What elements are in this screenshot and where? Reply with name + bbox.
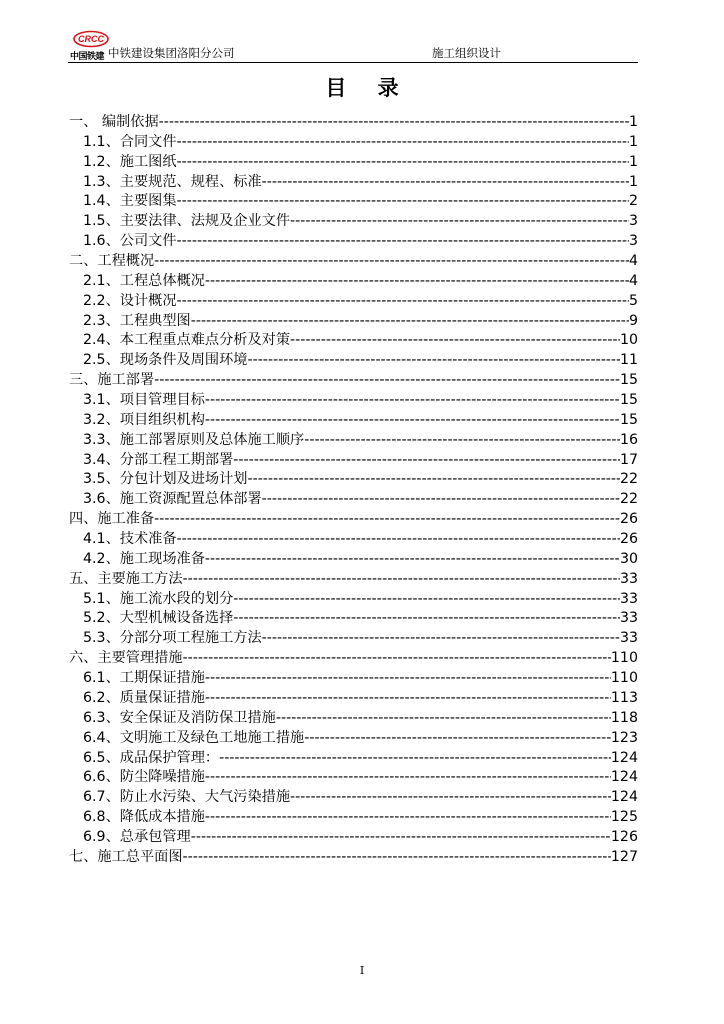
toc-leader <box>205 411 620 431</box>
toc-entry-label: 5.1、施工流水段的划分 <box>83 590 234 607</box>
toc-entry[interactable] <box>69 232 638 252</box>
toc-entry[interactable] <box>69 590 638 610</box>
toc-leader <box>233 590 620 610</box>
toc-leader <box>177 232 629 252</box>
toc-leader <box>177 192 629 212</box>
toc-entry-label: 1.4、主要图集 <box>83 193 177 210</box>
toc-leader <box>177 153 629 173</box>
toc-entry-page: 124 <box>610 769 638 786</box>
toc-entry-label: 3.6、施工资源配置总体部署 <box>83 491 262 508</box>
toc-leader <box>247 351 619 371</box>
toc-leader <box>191 828 611 848</box>
toc-leader <box>191 312 629 332</box>
toc-entry[interactable] <box>69 669 638 689</box>
toc-entry-page: 110 <box>610 650 638 667</box>
toc-entry-page: 3 <box>628 233 638 250</box>
toc-entry[interactable] <box>69 530 638 550</box>
toc-entry-label: 1.1、合同文件 <box>83 133 177 150</box>
toc-entry[interactable] <box>69 351 638 371</box>
toc-entry[interactable] <box>69 749 638 769</box>
toc-entry-page: 1 <box>628 153 638 170</box>
toc-leader <box>183 848 611 868</box>
toc-entry-page: 16 <box>619 431 638 448</box>
toc-entry[interactable] <box>69 252 638 272</box>
page-number: I <box>359 964 365 977</box>
toc-entry-page: 126 <box>610 828 638 845</box>
toc-entry-label: 6.3、安全保证及消防保卫措施 <box>83 709 276 726</box>
toc-entry[interactable] <box>69 609 638 629</box>
toc-entry[interactable] <box>69 788 638 808</box>
toc-entry[interactable] <box>69 192 638 212</box>
toc-entry-page: 118 <box>610 709 638 726</box>
page-header <box>68 28 638 63</box>
toc-entry[interactable] <box>69 510 638 530</box>
toc-entry-page: 9 <box>628 312 638 329</box>
toc-entry-page: 10 <box>619 332 638 349</box>
toc-leader <box>177 133 629 153</box>
toc-leader <box>304 729 611 749</box>
toc-entry-page: 22 <box>619 491 638 508</box>
toc-entry-page: 33 <box>619 610 638 627</box>
toc-entry[interactable] <box>69 331 638 351</box>
toc-entry-label: 3.1、项目管理目标 <box>83 392 205 409</box>
toc-entry[interactable] <box>69 411 638 431</box>
toc-leader <box>262 490 620 510</box>
toc-leader <box>205 689 611 709</box>
toc-entry-label: 6.4、文明施工及绿色工地施工措施 <box>83 729 305 746</box>
toc-leader <box>154 510 620 530</box>
company-name: 中铁建设集团洛阳分公司 <box>108 46 235 60</box>
toc-entry-page: 123 <box>610 729 638 746</box>
toc-leader <box>205 768 611 788</box>
toc-title: 目 录 <box>325 76 411 100</box>
toc-entry-page: 15 <box>619 372 638 389</box>
toc-entry-label: 3.3、施工部署原则及总体施工顺序 <box>83 431 305 448</box>
toc-entry[interactable] <box>69 133 638 153</box>
toc-entry-page: 26 <box>619 511 638 528</box>
toc-entry-label: 2.2、设计概况 <box>83 292 177 309</box>
toc-entry-label: 2.3、工程典型图 <box>83 312 191 329</box>
toc-entry[interactable] <box>69 729 638 749</box>
toc-entry-page: 11 <box>619 352 638 369</box>
toc-entry[interactable] <box>69 808 638 828</box>
toc-entry-label: 2.1、工程总体概况 <box>83 272 205 289</box>
toc-entry-label: 6.7、防止水污染、大气污染措施 <box>83 789 291 806</box>
toc-leader <box>219 749 611 769</box>
crcc-logo <box>71 28 111 48</box>
toc-entry-page: 110 <box>610 670 638 687</box>
toc-entry-label: 1.6、公司文件 <box>83 233 177 250</box>
logo-wordmark: CRCC <box>78 34 104 44</box>
toc-entry-label: 6.6、防尘降噪措施 <box>83 769 205 786</box>
toc-entry-label: 一、 编制依据 <box>69 114 159 130</box>
toc-entry-page: 17 <box>619 451 638 468</box>
toc-entry-page: 127 <box>610 848 638 865</box>
document-title: 施工组织设计 <box>432 46 501 60</box>
table-of-contents <box>69 113 638 868</box>
toc-entry-page: 113 <box>610 689 638 706</box>
toc-leader <box>154 371 620 391</box>
toc-leader <box>290 331 620 351</box>
toc-entry-label: 5.3、分部分项工程施工方法 <box>83 630 262 647</box>
toc-entry-page: 1 <box>628 173 638 190</box>
toc-entry[interactable] <box>69 272 638 292</box>
toc-entry-page: 26 <box>619 531 638 548</box>
toc-entry-page: 1 <box>628 133 638 150</box>
toc-entry[interactable] <box>69 689 638 709</box>
toc-entry-label: 3.2、项目组织机构 <box>83 411 205 428</box>
toc-entry[interactable] <box>69 451 638 471</box>
toc-entry[interactable] <box>69 649 638 669</box>
toc-entry[interactable] <box>69 212 638 232</box>
toc-leader <box>205 272 629 292</box>
toc-leader <box>304 431 620 451</box>
toc-entry-page: 33 <box>619 630 638 647</box>
toc-entry-label: 四、施工准备 <box>69 511 155 528</box>
toc-entry-label: 七、施工总平面图 <box>69 848 183 865</box>
toc-entry-page: 15 <box>619 392 638 409</box>
toc-entry[interactable] <box>69 431 638 451</box>
toc-entry-label: 5.2、大型机械设备选择 <box>83 610 234 627</box>
toc-leader <box>183 649 611 669</box>
toc-entry-label: 2.5、现场条件及周围环境 <box>83 352 248 369</box>
toc-entry[interactable] <box>69 550 638 570</box>
toc-entry[interactable] <box>69 292 638 312</box>
toc-entry[interactable] <box>69 768 638 788</box>
toc-leader <box>233 609 620 629</box>
toc-leader <box>290 788 611 808</box>
toc-entry-label: 6.1、工期保证措施 <box>83 670 205 687</box>
toc-leader <box>154 252 629 272</box>
toc-entry[interactable] <box>69 391 638 411</box>
toc-entry-page: 2 <box>628 193 638 210</box>
toc-leader <box>205 550 620 570</box>
toc-entry[interactable] <box>69 312 638 332</box>
toc-entry-label: 6.9、总承包管理 <box>83 828 191 845</box>
toc-entry-page: 22 <box>619 471 638 488</box>
toc-entry-label: 三、施工部署 <box>69 372 155 389</box>
toc-entry-label: 4.2、施工现场准备 <box>83 550 205 567</box>
toc-entry[interactable] <box>69 470 638 490</box>
toc-entry[interactable] <box>69 173 638 193</box>
toc-leader <box>276 709 611 729</box>
toc-entry-page: 124 <box>610 749 638 766</box>
toc-entry-page: 4 <box>628 253 638 270</box>
toc-entry-label: 6.8、降低成本措施 <box>83 809 205 826</box>
toc-leader <box>183 570 620 590</box>
toc-entry[interactable] <box>69 709 638 729</box>
toc-entry-page: 4 <box>628 272 638 289</box>
toc-entry-label: 3.4、分部工程工期部署 <box>83 451 234 468</box>
toc-leader <box>262 173 629 193</box>
toc-entry[interactable] <box>69 371 638 391</box>
toc-entry[interactable] <box>69 113 638 133</box>
toc-entry[interactable] <box>69 490 638 510</box>
toc-entry-label: 3.5、分包计划及进场计划 <box>83 471 248 488</box>
toc-entry-label: 二、工程概况 <box>69 253 155 270</box>
toc-entry[interactable] <box>69 153 638 173</box>
toc-leader <box>159 113 629 133</box>
toc-entry[interactable] <box>69 848 638 868</box>
logo-chinese-name: 中国铁建 <box>70 52 105 62</box>
toc-entry-label: 4.1、技术准备 <box>83 531 177 548</box>
toc-entry[interactable] <box>69 629 638 649</box>
toc-leader <box>247 470 619 490</box>
toc-entry-page: 124 <box>610 789 638 806</box>
toc-entry-page: 30 <box>619 550 638 567</box>
toc-entry-page: 15 <box>619 411 638 428</box>
toc-entry[interactable] <box>69 828 638 848</box>
toc-leader <box>233 451 620 471</box>
toc-entry-label: 六、主要管理措施 <box>69 650 183 667</box>
toc-entry-page: 125 <box>610 809 638 826</box>
toc-leader <box>205 391 620 411</box>
toc-entry-page: 33 <box>619 590 638 607</box>
toc-entry-page: 3 <box>628 213 638 230</box>
toc-leader <box>205 808 611 828</box>
toc-leader <box>205 669 611 689</box>
toc-leader <box>177 530 620 550</box>
toc-leader <box>177 292 629 312</box>
toc-entry-label: 五、主要施工方法 <box>69 570 183 587</box>
toc-entry-page: 33 <box>619 570 638 587</box>
toc-entry-label: 6.2、质量保证措施 <box>83 689 205 706</box>
toc-entry-label: 6.5、成品保护管理： <box>83 749 220 766</box>
toc-leader <box>290 212 629 232</box>
toc-entry[interactable] <box>69 570 638 590</box>
toc-entry-label: 1.2、施工图纸 <box>83 153 177 170</box>
toc-entry-page: 5 <box>628 292 638 309</box>
toc-entry-label: 2.4、本工程重点难点分析及对策 <box>83 332 291 349</box>
toc-entry-label: 1.3、主要规范、规程、标准 <box>83 173 262 190</box>
toc-entry-page: 1 <box>628 114 638 130</box>
toc-leader <box>262 629 620 649</box>
toc-entry-label: 1.5、主要法律、法规及企业文件 <box>83 213 291 230</box>
